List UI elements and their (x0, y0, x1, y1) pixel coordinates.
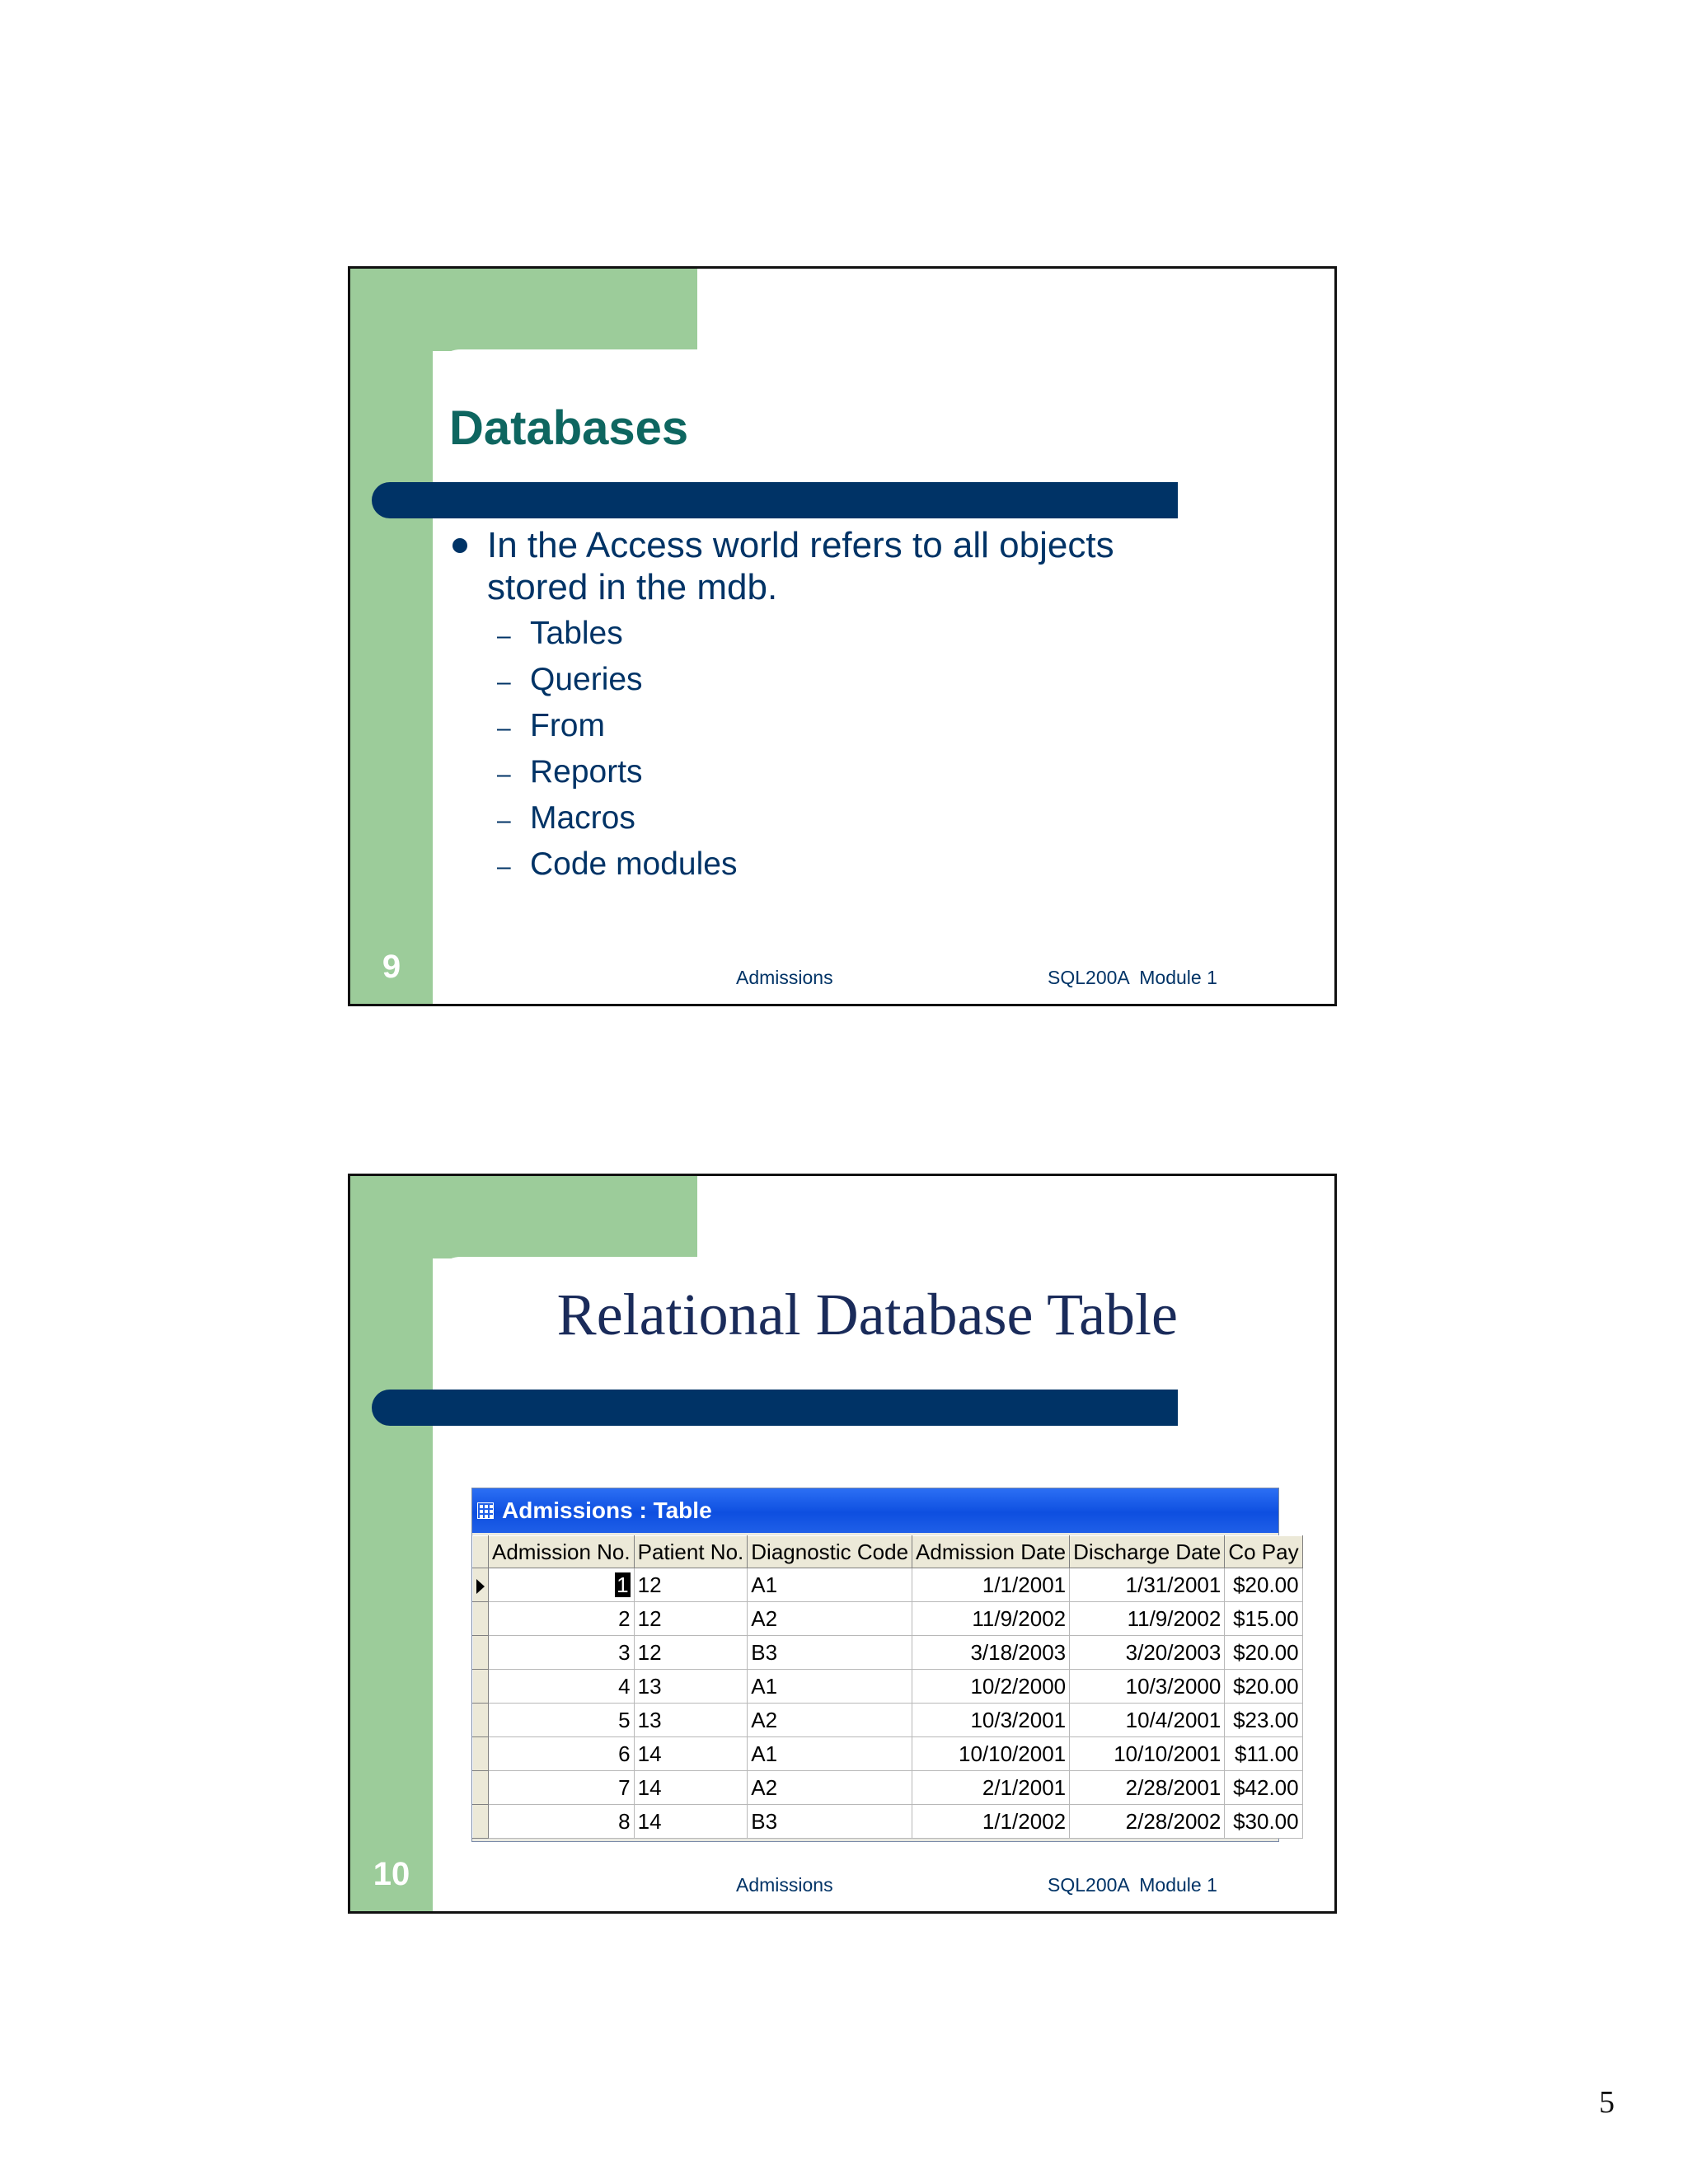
slide-9 (348, 266, 1337, 1006)
table-row (473, 1805, 1303, 1839)
table-cell[interactable]: 14 (634, 1771, 748, 1805)
sub-item-label: From (530, 708, 605, 743)
sub-item-reports (497, 750, 1191, 796)
table-cell[interactable]: 10/10/2001 (912, 1737, 1070, 1771)
row-selector[interactable] (473, 1704, 489, 1737)
table-cell[interactable]: 10/4/2001 (1070, 1704, 1225, 1737)
footer-right: SQL200A Module 1 (1048, 1874, 1217, 1896)
sub-item-queries (497, 658, 1191, 704)
window-titlebar[interactable] (472, 1488, 1278, 1533)
table-cell[interactable]: 8 (489, 1805, 635, 1839)
table-cell[interactable]: $20.00 (1225, 1636, 1302, 1670)
sub-item-label: Macros (530, 800, 635, 836)
dash-icon: – (497, 853, 511, 880)
sub-item-label: Reports (530, 754, 643, 790)
column-header[interactable]: Admission Date (912, 1536, 1070, 1568)
row-selector-current[interactable] (473, 1568, 489, 1602)
column-header[interactable]: Diagnostic Code (748, 1536, 912, 1568)
bullet-list (449, 524, 1191, 888)
table-cell[interactable]: 14 (634, 1737, 748, 1771)
table-cell[interactable]: A2 (748, 1704, 912, 1737)
table-cell[interactable]: 12 (634, 1602, 748, 1636)
column-header[interactable]: Patient No. (634, 1536, 748, 1568)
table-cell[interactable]: 10/2/2000 (912, 1670, 1070, 1704)
table-cell[interactable]: 11/9/2002 (912, 1602, 1070, 1636)
row-selector[interactable] (473, 1805, 489, 1839)
dash-icon: – (497, 761, 511, 788)
slide-green-strip (350, 1176, 433, 1911)
table-cell[interactable] (489, 1568, 635, 1602)
table-cell[interactable]: 7 (489, 1771, 635, 1805)
slide-title-bar (372, 482, 1178, 518)
row-selector-header[interactable] (473, 1536, 489, 1568)
slide-10 (348, 1174, 1337, 1914)
table-cell[interactable]: A2 (748, 1771, 912, 1805)
column-header[interactable]: Co Pay (1225, 1536, 1302, 1568)
table-cell[interactable]: 10/10/2001 (1070, 1737, 1225, 1771)
table-row (473, 1704, 1303, 1737)
table-cell[interactable]: 2/28/2001 (1070, 1771, 1225, 1805)
slide-green-header (350, 1176, 697, 1258)
table-cell[interactable]: $30.00 (1225, 1805, 1302, 1839)
table-cell[interactable]: 4 (489, 1670, 635, 1704)
datasheet-table (472, 1535, 1303, 1839)
table-cell[interactable]: 1/31/2001 (1070, 1568, 1225, 1602)
slide-green-strip (350, 269, 433, 1004)
table-cell[interactable]: 1/1/2001 (912, 1568, 1070, 1602)
table-cell[interactable]: 12 (634, 1636, 748, 1670)
table-cell[interactable]: $20.00 (1225, 1568, 1302, 1602)
bullet-dot-icon (452, 538, 467, 553)
table-cell[interactable]: 2/28/2002 (1070, 1805, 1225, 1839)
table-cell[interactable]: B3 (748, 1636, 912, 1670)
table-row (473, 1670, 1303, 1704)
slide-title: Relational Database Table (556, 1282, 1178, 1347)
footer-center: Admissions (736, 1874, 833, 1896)
row-selector[interactable] (473, 1737, 489, 1771)
table-cell[interactable]: A1 (748, 1568, 912, 1602)
table-cell[interactable]: A2 (748, 1602, 912, 1636)
table-row (473, 1602, 1303, 1636)
table-row (473, 1568, 1303, 1602)
sub-item-label: Tables (530, 616, 623, 651)
table-cell[interactable]: 3/20/2003 (1070, 1636, 1225, 1670)
column-header[interactable]: Discharge Date (1070, 1536, 1225, 1568)
header-row (473, 1536, 1303, 1568)
table-cell[interactable]: 12 (634, 1568, 748, 1602)
dash-icon: – (497, 807, 511, 834)
sub-item-macros (497, 796, 1191, 842)
access-table-window (471, 1488, 1299, 1842)
table-cell[interactable]: 13 (634, 1670, 748, 1704)
table-row (473, 1737, 1303, 1771)
cell-text: 1 (617, 1572, 629, 1597)
window-title: Admissions : Table (502, 1497, 712, 1523)
column-header[interactable]: Admission No. (489, 1536, 635, 1568)
dash-icon: – (497, 622, 511, 649)
table-cell[interactable]: $23.00 (1225, 1704, 1302, 1737)
table-cell[interactable]: 10/3/2001 (912, 1704, 1070, 1737)
row-selector[interactable] (473, 1670, 489, 1704)
dash-icon: – (497, 668, 511, 696)
table-cell[interactable]: 14 (634, 1805, 748, 1839)
dash-icon: – (497, 715, 511, 742)
table-cell[interactable]: 3/18/2003 (912, 1636, 1070, 1670)
table-cell[interactable]: A1 (748, 1670, 912, 1704)
sub-list (497, 612, 1191, 888)
sub-item-code-modules (497, 842, 1191, 888)
slide-number: 9 (382, 949, 401, 985)
table-cell[interactable]: 13 (634, 1704, 748, 1737)
table-cell[interactable]: 1/1/2002 (912, 1805, 1070, 1839)
row-selector[interactable] (473, 1602, 489, 1636)
slide-number: 10 (373, 1856, 410, 1892)
table-row (473, 1636, 1303, 1670)
sub-item-from (497, 704, 1191, 750)
sub-item-label: Code modules (530, 846, 738, 882)
footer-right: SQL200A Module 1 (1048, 967, 1217, 988)
table-cell[interactable]: B3 (748, 1805, 912, 1839)
table-cell[interactable]: 2 (489, 1602, 635, 1636)
slide-title-bar (372, 1390, 1178, 1426)
table-cell[interactable]: 2/1/2001 (912, 1771, 1070, 1805)
current-record-icon (476, 1579, 485, 1594)
bullet-item (449, 524, 1191, 608)
table-cell[interactable]: 5 (489, 1704, 635, 1737)
row-selector[interactable] (473, 1771, 489, 1805)
table-cell[interactable]: A1 (748, 1737, 912, 1771)
table-grid-icon (477, 1502, 494, 1519)
table-cell[interactable]: $42.00 (1225, 1771, 1302, 1805)
table-cell[interactable]: 10/3/2000 (1070, 1670, 1225, 1704)
page-number: 5 (1599, 2085, 1615, 2120)
slide-green-header (350, 269, 697, 351)
table-row (473, 1771, 1303, 1805)
bullet-text: In the Access world refers to all objects stored in the mdb. (487, 525, 1114, 607)
slide-title: Databases (449, 401, 689, 455)
table-cell[interactable]: $20.00 (1225, 1670, 1302, 1704)
table-cell[interactable]: $11.00 (1225, 1737, 1302, 1771)
table-cell[interactable]: $15.00 (1225, 1602, 1302, 1636)
row-selector[interactable] (473, 1636, 489, 1670)
table-cell[interactable]: 3 (489, 1636, 635, 1670)
footer-center: Admissions (736, 967, 833, 988)
table-cell[interactable]: 11/9/2002 (1070, 1602, 1225, 1636)
table-cell[interactable]: 6 (489, 1737, 635, 1771)
sub-item-label: Queries (530, 662, 643, 697)
sub-item-tables (497, 612, 1191, 658)
